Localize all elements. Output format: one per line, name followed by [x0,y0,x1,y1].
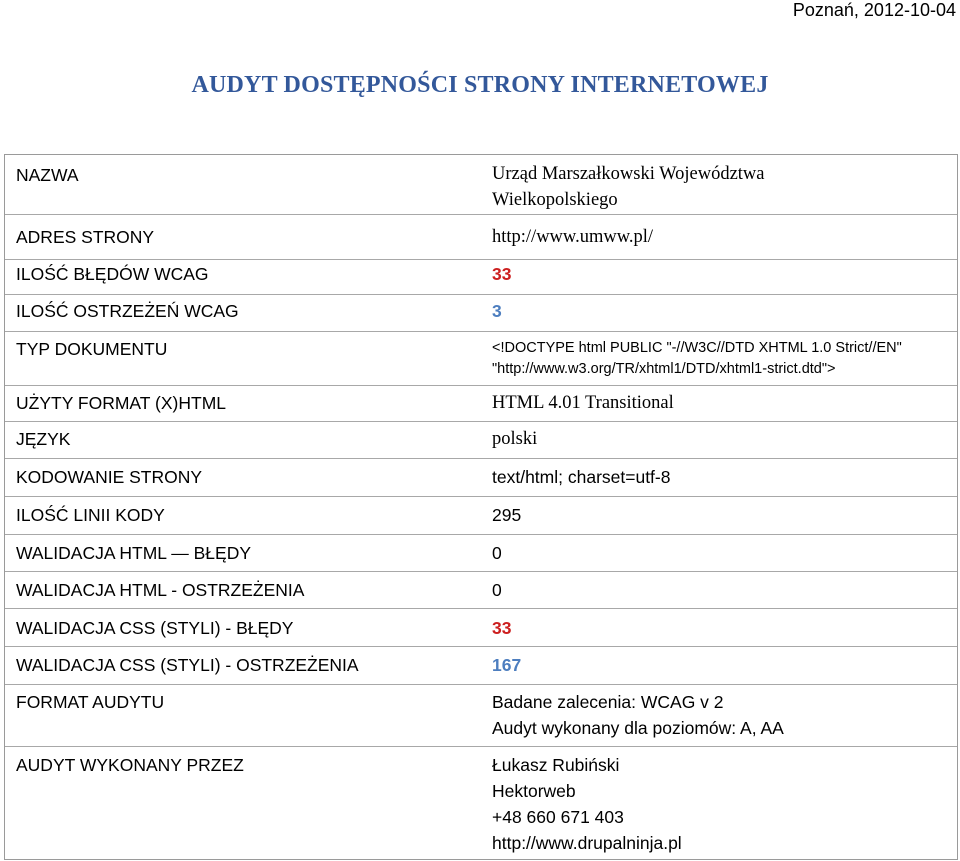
value-css-ostrz: 167 [492,655,522,675]
label-ostrzezenia-wcag: ILOŚĆ OSTRZEŻEŃ WCAG [16,301,239,321]
divider [5,646,957,647]
divider [5,331,957,332]
value-css-bledy: 33 [492,618,512,638]
value-bledy-wcag: 33 [492,264,512,284]
label-bledy-wcag: ILOŚĆ BŁĘDÓW WCAG [16,264,209,284]
value-nazwa: Urząd Marszałkowski Województwa Wielkopolskiego [492,164,765,210]
value-wykonany-name: Łukasz Rubiński [492,755,620,775]
label-nazwa: NAZWA [16,165,79,185]
value-html-ostrz: 0 [492,580,502,600]
value-format: HTML 4.01 Transitional [492,393,674,413]
divider [5,259,957,260]
label-adres: ADRES STRONY [16,227,155,247]
value-wykonany-phone: +48 660 671 403 [492,807,624,827]
report-date: Poznań, 2012-10-04 [792,0,956,20]
value-format-audytu-line1: Badane zalecenia: WCAG v 2 [492,692,724,712]
value-typ-line1: <!DOCTYPE html PUBLIC "-//W3C//DTD XHTML 1.0 Strict//EN" [492,340,902,356]
divider [5,458,957,459]
label-css-bledy: WALIDACJA CSS (STYLI) - BŁĘDY [16,618,294,638]
label-jezyk: JĘZYK [16,429,71,449]
divider [5,571,957,572]
value-typ-line2: "http://www.w3.org/TR/xhtml1/DTD/xhtml1-strict.dtd"> [492,361,836,377]
divider [5,496,957,497]
value-wykonany-company: Hektorweb [492,781,576,801]
value-wykonany-url: http://www.drupalninja.pl [492,833,682,853]
label-format-audytu: FORMAT AUDYTU [16,692,165,712]
divider [5,385,957,386]
divider [5,214,957,215]
label-kodowanie: KODOWANIE STRONY [16,467,203,487]
audit-table [4,154,958,860]
value-html-bledy: 0 [492,543,502,563]
divider [5,294,957,295]
divider [5,684,957,685]
value-adres: http://www.umww.pl/ [492,227,654,247]
divider [5,608,957,609]
value-jezyk: polski [492,429,538,449]
label-css-ostrz: WALIDACJA CSS (STYLI) - OSTRZEŻENIA [16,655,359,675]
value-linie: 295 [492,505,522,525]
label-wykonany: AUDYT WYKONANY PRZEZ [16,755,244,775]
label-html-ostrz: WALIDACJA HTML - OSTRZEŻENIA [16,580,305,600]
divider [5,421,957,422]
label-html-bledy: WALIDACJA HTML — BŁĘDY [16,543,252,563]
divider [5,746,957,747]
label-linie: ILOŚĆ LINII KODY [16,505,165,525]
divider [5,534,957,535]
label-format: UŻYTY FORMAT (X)HTML [16,393,226,413]
value-kodowanie: text/html; charset=utf-8 [492,467,671,487]
value-format-audytu-line2: Audyt wykonany dla poziomów: A, AA [492,718,784,738]
label-typ: TYP DOKUMENTU [16,339,168,359]
page-title: AUDYT DOSTĘPNOŚCI STRONY INTERNETOWEJ [191,72,769,98]
value-ostrzezenia-wcag: 3 [492,301,502,321]
